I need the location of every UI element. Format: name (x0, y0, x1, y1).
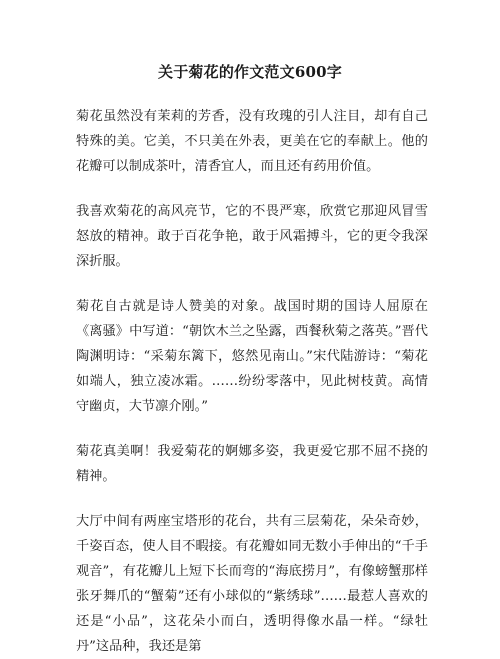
paragraph-3: 菊花自古就是诗人赞美的对象。战国时期的国诗人屈原在《离骚》中写道：“朝饮木兰之坠露，西餐秋菊之落英。”晋代陶渊明诗：“采菊东篱下，悠然见南山。”宋代陆游诗：“菊花如端人，独立凌冰霜。……纷纷零落中，见此树枝黄。高情守幽贞，大节凛介刚。” (76, 299, 428, 414)
paragraph-4: 菊花真美啊！我爱菊花的婀娜多姿，我更爱它那不屈不挠的精神。 (76, 444, 428, 484)
document-body (76, 104, 428, 659)
paragraph-5: 大厅中间有两座宝塔形的花台，共有三层菊花，朵朵奇妙，千姿百态，使人目不暇接。有花瓣如同无数小手伸出的“千手观音”，有花瓣儿上短下长而弯的“海底捞月”，有像螃蟹那样张牙舞爪的“蟹菊”还有小球似的“紫绣球”……最惹人喜欢的还是“小品”，这花朵小而白，透明得像水晶一样。“绿牡丹”这品种，我还是第 (76, 514, 428, 654)
paragraph-1: 菊花虽然没有茉莉的芳香，没有玫瑰的引人注目，却有自己特殊的美。它美，不只美在外表，更美在它的奉献上。他的花瓣可以制成茶叶，清香宜人，而且还有药用价值。 (76, 109, 428, 174)
document-title: 关于菊花的作文范文600字 (158, 63, 342, 81)
paragraph-2: 我喜欢菊花的高风亮节，它的不畏严寒，欣赏它那迎风冒雪怒放的精神。敢于百花争艳，敢于风霜搏斗，它的更令我深深折服。 (76, 204, 428, 269)
